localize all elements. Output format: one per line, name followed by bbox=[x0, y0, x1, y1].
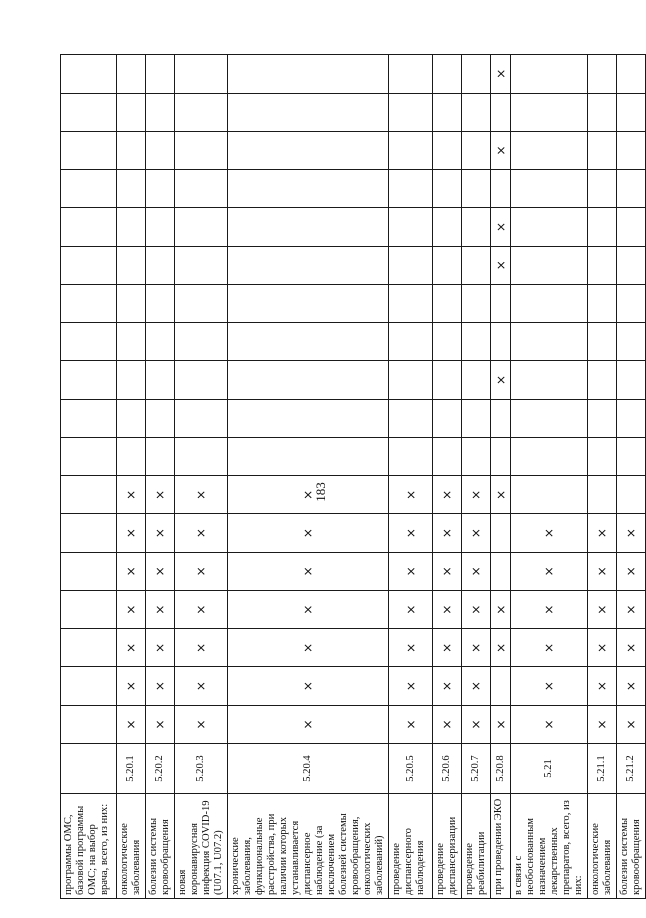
cross-mark: × bbox=[117, 590, 146, 628]
table-row bbox=[491, 55, 511, 899]
empty-cell bbox=[228, 246, 389, 284]
cross-mark: × bbox=[511, 590, 588, 628]
cross-mark: × bbox=[462, 514, 491, 552]
table-row bbox=[61, 55, 117, 899]
cross-mark: × bbox=[175, 629, 228, 667]
empty-cell bbox=[462, 284, 491, 322]
cross-mark: × bbox=[511, 552, 588, 590]
empty-cell bbox=[61, 208, 117, 246]
empty-cell bbox=[462, 208, 491, 246]
empty-cell bbox=[462, 55, 491, 94]
empty-cell bbox=[511, 55, 588, 94]
cross-mark: × bbox=[228, 552, 389, 590]
empty-cell bbox=[588, 131, 617, 169]
empty-cell bbox=[462, 246, 491, 284]
empty-cell bbox=[462, 131, 491, 169]
page-number: 183 bbox=[313, 482, 328, 502]
empty-cell bbox=[433, 131, 462, 169]
empty-cell bbox=[61, 323, 117, 361]
row-name: болезни системы кровообращения bbox=[146, 794, 175, 899]
empty-cell bbox=[389, 93, 433, 131]
empty-cell bbox=[61, 629, 117, 667]
empty-cell bbox=[146, 93, 175, 131]
empty-cell bbox=[389, 170, 433, 208]
empty-cell bbox=[175, 323, 228, 361]
empty-cell bbox=[146, 284, 175, 322]
cross-mark: × bbox=[389, 590, 433, 628]
table-row bbox=[117, 55, 146, 899]
cross-mark: × bbox=[462, 552, 491, 590]
empty-cell bbox=[491, 552, 511, 590]
empty-cell bbox=[588, 284, 617, 322]
empty-cell bbox=[175, 437, 228, 475]
empty-cell bbox=[617, 93, 646, 131]
row-name: проведение реабилитации bbox=[462, 794, 491, 899]
empty-cell bbox=[117, 93, 146, 131]
table-grid bbox=[60, 54, 646, 899]
table-row bbox=[146, 55, 175, 899]
empty-cell bbox=[175, 131, 228, 169]
empty-cell bbox=[511, 476, 588, 514]
cross-mark: × bbox=[617, 590, 646, 628]
empty-cell bbox=[462, 399, 491, 437]
empty-cell bbox=[588, 323, 617, 361]
empty-cell bbox=[617, 437, 646, 475]
cross-mark: × bbox=[175, 590, 228, 628]
empty-cell bbox=[491, 323, 511, 361]
empty-cell bbox=[228, 323, 389, 361]
empty-cell bbox=[389, 246, 433, 284]
empty-cell bbox=[511, 399, 588, 437]
empty-cell bbox=[146, 55, 175, 94]
cross-mark: × bbox=[491, 208, 511, 246]
empty-cell bbox=[61, 170, 117, 208]
cross-mark: × bbox=[462, 667, 491, 705]
cross-mark: × bbox=[389, 705, 433, 743]
empty-cell bbox=[389, 208, 433, 246]
empty-cell bbox=[146, 361, 175, 399]
empty-cell bbox=[228, 437, 389, 475]
empty-cell bbox=[491, 284, 511, 322]
empty-cell bbox=[511, 284, 588, 322]
cross-mark: × bbox=[228, 514, 389, 552]
cross-mark: × bbox=[511, 705, 588, 743]
row-name: в связи с необоснованным назначением лекарственных препаратов, всего, из них: bbox=[511, 794, 588, 899]
empty-cell bbox=[511, 208, 588, 246]
empty-cell bbox=[228, 361, 389, 399]
empty-cell bbox=[228, 208, 389, 246]
empty-cell bbox=[389, 361, 433, 399]
cross-mark: × bbox=[117, 629, 146, 667]
cross-mark: × bbox=[491, 590, 511, 628]
empty-cell bbox=[61, 476, 117, 514]
cross-mark: × bbox=[588, 705, 617, 743]
row-code: 5.20.8 bbox=[491, 744, 511, 794]
cross-mark: × bbox=[433, 629, 462, 667]
cross-mark: × bbox=[146, 476, 175, 514]
cross-mark: × bbox=[433, 667, 462, 705]
table-row bbox=[228, 55, 389, 899]
empty-cell bbox=[433, 170, 462, 208]
row-name: хронические заболевания, функциональные расстройства, при наличии которых устанавливается диспансерное наблюдение (за исключением болезней системы кровообращения, онкологических заболеваний) bbox=[228, 794, 389, 899]
cross-mark: × bbox=[389, 514, 433, 552]
empty-cell bbox=[491, 93, 511, 131]
empty-cell bbox=[617, 208, 646, 246]
empty-cell bbox=[462, 93, 491, 131]
empty-cell bbox=[175, 284, 228, 322]
row-code: 5.21.1 bbox=[588, 744, 617, 794]
empty-cell bbox=[617, 399, 646, 437]
empty-cell bbox=[491, 667, 511, 705]
table-row bbox=[462, 55, 491, 899]
cross-mark: × bbox=[617, 705, 646, 743]
empty-cell bbox=[228, 170, 389, 208]
cross-mark: × bbox=[588, 667, 617, 705]
empty-cell bbox=[511, 437, 588, 475]
row-name: программы ОМС, базовой программы ОМС; на выбор врача, всего, из них: bbox=[61, 794, 117, 899]
empty-cell bbox=[117, 361, 146, 399]
table-row bbox=[617, 55, 646, 899]
empty-cell bbox=[61, 399, 117, 437]
empty-cell bbox=[146, 131, 175, 169]
cross-mark: × bbox=[146, 667, 175, 705]
cross-mark: × bbox=[228, 705, 389, 743]
empty-cell bbox=[462, 361, 491, 399]
cross-mark: × bbox=[433, 552, 462, 590]
cross-mark: × bbox=[117, 552, 146, 590]
cross-mark: × bbox=[433, 514, 462, 552]
empty-cell bbox=[146, 208, 175, 246]
cross-mark: × bbox=[462, 590, 491, 628]
cross-mark: × bbox=[228, 629, 389, 667]
empty-cell bbox=[117, 170, 146, 208]
empty-cell bbox=[491, 514, 511, 552]
empty-cell bbox=[462, 170, 491, 208]
empty-cell bbox=[117, 208, 146, 246]
empty-cell bbox=[389, 284, 433, 322]
cross-mark: × bbox=[389, 552, 433, 590]
empty-cell bbox=[228, 399, 389, 437]
cross-mark: × bbox=[146, 590, 175, 628]
empty-cell bbox=[389, 323, 433, 361]
empty-cell bbox=[433, 361, 462, 399]
cross-mark: × bbox=[228, 667, 389, 705]
row-name: проведение диспансеризации bbox=[433, 794, 462, 899]
empty-cell bbox=[433, 437, 462, 475]
empty-cell bbox=[588, 437, 617, 475]
empty-cell bbox=[588, 55, 617, 94]
cross-mark: × bbox=[462, 476, 491, 514]
empty-cell bbox=[117, 131, 146, 169]
row-code: 5.20.5 bbox=[389, 744, 433, 794]
empty-cell bbox=[588, 399, 617, 437]
empty-cell bbox=[61, 55, 117, 94]
empty-cell bbox=[433, 93, 462, 131]
empty-cell bbox=[175, 55, 228, 94]
row-name: болезни системы кровообращения bbox=[617, 794, 646, 899]
empty-cell bbox=[588, 246, 617, 284]
cross-mark: × bbox=[117, 514, 146, 552]
empty-cell bbox=[491, 437, 511, 475]
cross-mark: × bbox=[228, 590, 389, 628]
cross-mark: × bbox=[146, 514, 175, 552]
cross-mark: × bbox=[228, 476, 389, 514]
empty-cell bbox=[61, 590, 117, 628]
cross-mark: × bbox=[389, 629, 433, 667]
empty-cell bbox=[117, 399, 146, 437]
cross-mark: × bbox=[433, 705, 462, 743]
empty-cell bbox=[61, 361, 117, 399]
cross-mark: × bbox=[617, 629, 646, 667]
cross-mark: × bbox=[617, 552, 646, 590]
empty-cell bbox=[175, 399, 228, 437]
cross-mark: × bbox=[491, 705, 511, 743]
cross-mark: × bbox=[491, 361, 511, 399]
empty-cell bbox=[511, 246, 588, 284]
table-row bbox=[433, 55, 462, 899]
empty-cell bbox=[117, 55, 146, 94]
cross-mark: × bbox=[491, 246, 511, 284]
empty-cell bbox=[433, 284, 462, 322]
cross-mark: × bbox=[491, 55, 511, 94]
row-code: 5.20.1 bbox=[117, 744, 146, 794]
empty-cell bbox=[588, 170, 617, 208]
empty-cell bbox=[389, 399, 433, 437]
empty-cell bbox=[175, 93, 228, 131]
empty-cell bbox=[511, 323, 588, 361]
cross-mark: × bbox=[175, 552, 228, 590]
empty-cell bbox=[61, 667, 117, 705]
cross-mark: × bbox=[588, 552, 617, 590]
empty-cell bbox=[491, 170, 511, 208]
empty-cell bbox=[491, 399, 511, 437]
cross-mark: × bbox=[462, 629, 491, 667]
empty-cell bbox=[61, 93, 117, 131]
empty-cell bbox=[588, 208, 617, 246]
empty-cell bbox=[617, 131, 646, 169]
empty-cell bbox=[389, 55, 433, 94]
empty-cell bbox=[228, 284, 389, 322]
empty-cell bbox=[61, 552, 117, 590]
row-code: 5.20.3 bbox=[175, 744, 228, 794]
empty-cell bbox=[146, 399, 175, 437]
empty-cell bbox=[617, 323, 646, 361]
cross-mark: × bbox=[117, 476, 146, 514]
table-row bbox=[588, 55, 617, 899]
row-name: онкологические заболевания bbox=[588, 794, 617, 899]
empty-cell bbox=[389, 437, 433, 475]
cross-mark: × bbox=[117, 667, 146, 705]
empty-cell bbox=[617, 246, 646, 284]
empty-cell bbox=[462, 323, 491, 361]
empty-cell bbox=[511, 170, 588, 208]
empty-cell bbox=[433, 246, 462, 284]
empty-cell bbox=[117, 437, 146, 475]
row-code bbox=[61, 744, 117, 794]
table-row bbox=[175, 55, 228, 899]
empty-cell bbox=[617, 476, 646, 514]
row-name: проведение диспансерного наблюдения bbox=[389, 794, 433, 899]
empty-cell bbox=[146, 437, 175, 475]
empty-cell bbox=[228, 55, 389, 94]
cross-mark: × bbox=[511, 629, 588, 667]
empty-cell bbox=[433, 208, 462, 246]
empty-cell bbox=[433, 55, 462, 94]
row-code: 5.20.2 bbox=[146, 744, 175, 794]
table-row bbox=[511, 55, 588, 899]
empty-cell bbox=[617, 170, 646, 208]
cross-mark: × bbox=[389, 476, 433, 514]
cross-mark: × bbox=[175, 667, 228, 705]
row-code: 5.21 bbox=[511, 744, 588, 794]
empty-cell bbox=[146, 246, 175, 284]
empty-cell bbox=[228, 131, 389, 169]
row-name: при проведении ЭКО bbox=[491, 794, 511, 899]
cross-mark: × bbox=[146, 552, 175, 590]
cross-mark: × bbox=[117, 705, 146, 743]
empty-cell bbox=[175, 208, 228, 246]
empty-cell bbox=[588, 476, 617, 514]
empty-cell bbox=[511, 131, 588, 169]
empty-cell bbox=[61, 514, 117, 552]
empty-cell bbox=[117, 284, 146, 322]
cross-mark: × bbox=[491, 629, 511, 667]
row-code: 5.20.7 bbox=[462, 744, 491, 794]
empty-cell bbox=[61, 705, 117, 743]
empty-cell bbox=[588, 361, 617, 399]
row-code: 5.21.2 bbox=[617, 744, 646, 794]
empty-cell bbox=[61, 246, 117, 284]
empty-cell bbox=[511, 93, 588, 131]
empty-cell bbox=[61, 131, 117, 169]
empty-cell bbox=[146, 323, 175, 361]
empty-cell bbox=[117, 323, 146, 361]
row-name: новая коронавирусная инфекция COVID-19 (U07.1, U07.2) bbox=[175, 794, 228, 899]
cross-mark: × bbox=[175, 705, 228, 743]
empty-cell bbox=[462, 437, 491, 475]
row-code: 5.20.6 bbox=[433, 744, 462, 794]
cross-mark: × bbox=[433, 590, 462, 628]
cross-mark: × bbox=[588, 629, 617, 667]
cross-mark: × bbox=[462, 705, 491, 743]
empty-cell bbox=[617, 361, 646, 399]
empty-cell bbox=[389, 131, 433, 169]
empty-cell bbox=[588, 93, 617, 131]
empty-cell bbox=[175, 246, 228, 284]
row-name: онкологические заболевания bbox=[117, 794, 146, 899]
empty-cell bbox=[433, 323, 462, 361]
empty-cell bbox=[228, 93, 389, 131]
empty-cell bbox=[61, 284, 117, 322]
empty-cell bbox=[175, 170, 228, 208]
empty-cell bbox=[61, 437, 117, 475]
empty-cell bbox=[117, 246, 146, 284]
cross-mark: × bbox=[617, 514, 646, 552]
data-table bbox=[60, 54, 642, 899]
cross-mark: × bbox=[146, 705, 175, 743]
cross-mark: × bbox=[617, 667, 646, 705]
cross-mark: × bbox=[491, 476, 511, 514]
cross-mark: × bbox=[511, 667, 588, 705]
empty-cell bbox=[617, 284, 646, 322]
cross-mark: × bbox=[389, 667, 433, 705]
cross-mark: × bbox=[491, 131, 511, 169]
row-code: 5.20.4 bbox=[228, 744, 389, 794]
empty-cell bbox=[511, 361, 588, 399]
empty-cell bbox=[146, 170, 175, 208]
empty-cell bbox=[433, 399, 462, 437]
empty-cell bbox=[617, 55, 646, 94]
cross-mark: × bbox=[146, 629, 175, 667]
cross-mark: × bbox=[175, 476, 228, 514]
cross-mark: × bbox=[175, 514, 228, 552]
cross-mark: × bbox=[588, 590, 617, 628]
empty-cell bbox=[175, 361, 228, 399]
table-row bbox=[389, 55, 433, 899]
cross-mark: × bbox=[433, 476, 462, 514]
cross-mark: × bbox=[588, 514, 617, 552]
cross-mark: × bbox=[511, 514, 588, 552]
